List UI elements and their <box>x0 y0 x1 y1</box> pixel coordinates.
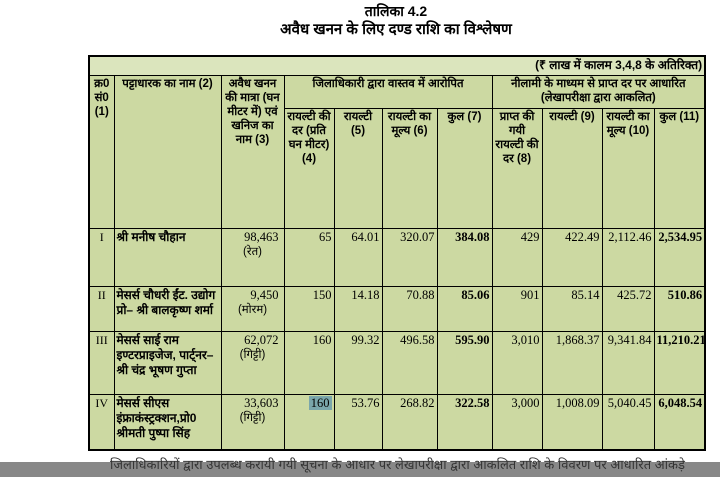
row2-royalty-value-6: 70.88 <box>382 286 437 331</box>
row4-total-11: 6,048.54 <box>654 394 705 450</box>
row3-received-rate-8: 3,010 <box>492 331 542 394</box>
row1-royalty-value-6: 320.07 <box>382 228 437 286</box>
row3-royalty-5: 99.32 <box>334 331 382 394</box>
unit-note: (₹ लाख में कालम 3,4,8 के अतिरिक्त) <box>89 56 705 75</box>
row3-quantity-mineral <box>221 331 284 394</box>
col-header-royalty-value-6: रायल्टी का मूल्य (6) <box>382 108 437 228</box>
row3-mineral: (गिट्टी) <box>239 348 266 361</box>
row2-quantity: 9,450 <box>250 287 279 302</box>
row1-royalty-9: 422.49 <box>542 228 602 286</box>
row2-serial: II <box>89 286 114 331</box>
row4-quantity-mineral <box>221 394 284 450</box>
row2-total-7: 85.06 <box>437 286 492 331</box>
row1-serial: I <box>89 228 114 286</box>
table-row <box>89 331 705 394</box>
table-row <box>89 394 705 450</box>
row2-received-rate-8: 901 <box>492 286 542 331</box>
table-title-block <box>88 2 704 39</box>
row2-royalty-5: 14.18 <box>334 286 382 331</box>
row2-royalty-rate-4: 150 <box>284 286 334 331</box>
table-row <box>89 228 705 286</box>
row1-mineral: (रेत) <box>243 245 262 258</box>
row4-quantity: 33,603 <box>244 395 279 410</box>
row1-leaseholder-name: श्री मनीष चौहान <box>114 228 221 286</box>
col-header-total-11: कुल (11) <box>654 108 705 228</box>
highlighted-selection[interactable]: 160 <box>310 395 330 410</box>
row1-quantity: 98,463 <box>244 229 279 244</box>
row4-royalty-5: 53.76 <box>334 394 382 450</box>
col-header-royalty-5: रायल्टी (5) <box>334 108 382 228</box>
col-header-royalty-rate-4: रायल्टी की दर (प्रति घन मीटर) (4) <box>284 108 334 228</box>
row2-royalty-value-10: 425.72 <box>602 286 654 331</box>
col-header-received-rate-8: प्राप्त की गयी रायल्टी की दर (8) <box>492 108 542 228</box>
group-header-auction-based: नीलामी के माध्यम से प्राप्त दर पर आधारित (लेखापरीक्षा द्वारा आकलित) <box>492 75 705 108</box>
col-header-royalty-value-10: रायल्टी का मूल्य (10) <box>602 108 654 228</box>
row1-royalty-5: 64.01 <box>334 228 382 286</box>
row3-royalty-value-6: 496.58 <box>382 331 437 394</box>
col-header-leaseholder-name: पट्टाधारक का नाम (2) <box>114 75 221 228</box>
col-header-total-7: कुल (7) <box>437 108 492 228</box>
row1-received-rate-8: 429 <box>492 228 542 286</box>
col-header-royalty-9: रायल्टी (9) <box>542 108 602 228</box>
row3-serial: III <box>89 331 114 394</box>
footnote-clipped: जिलाधिकारियों द्वारा उपलब्ध करायी गयी सूचना के आधार पर लेखापरीक्षा द्वारा आकलित राशि के विवरण पर आधारित आंकड़े <box>110 457 685 472</box>
col-header-serial: क्र0 सं0 (1) <box>89 75 114 228</box>
row4-serial: IV <box>89 394 114 450</box>
row4-leaseholder-name: मेसर्स सीएस इंफ्राकंस्ट्रक्शन,प्रो0 श्रीमती पुष्पा सिंह <box>114 394 221 450</box>
row2-royalty-9: 85.14 <box>542 286 602 331</box>
row3-total-7: 595.90 <box>437 331 492 394</box>
row2-quantity-mineral <box>221 286 284 331</box>
row3-royalty-9: 1,868.37 <box>542 331 602 394</box>
row4-royalty-value-6: 268.82 <box>382 394 437 450</box>
row3-royalty-value-10: 9,341.84 <box>602 331 654 394</box>
row3-royalty-rate-4: 160 <box>284 331 334 394</box>
row2-mineral: (मोरम) <box>237 303 268 316</box>
row2-leaseholder-name: मेसर्स चौधरी ईंट. उद्योग प्रो– श्री बालकृष्ण शर्मा <box>114 286 221 331</box>
row3-leaseholder-name: मेसर्स साई राम इण्टरप्राइजेज, पार्ट्नर–श्री चंद्र भूषण गुप्ता <box>114 331 221 394</box>
row1-quantity-mineral <box>221 228 284 286</box>
row4-royalty-9: 1,008.09 <box>542 394 602 450</box>
penalty-analysis-table <box>88 55 706 451</box>
row4-total-7: 322.58 <box>437 394 492 450</box>
row3-total-11: 11,210.21 <box>654 331 705 394</box>
table-row <box>89 286 705 331</box>
table-subtitle: अवैध खनन के लिए दण्ड राशि का विश्लेषण <box>280 21 512 38</box>
row4-mineral: (गिट्टी) <box>239 411 266 424</box>
row3-quantity: 62,072 <box>244 332 279 347</box>
row4-received-rate-8: 3,000 <box>492 394 542 450</box>
row4-royalty-value-10: 5,040.45 <box>602 394 654 450</box>
row4-royalty-rate-4 <box>284 394 334 450</box>
row2-total-11: 510.86 <box>654 286 705 331</box>
col-header-quantity-mineral: अवैध खनन की मात्रा (घन मीटर में) एवं खनिज का नाम (3) <box>221 75 284 228</box>
row1-royalty-value-10: 2,112.46 <box>602 228 654 286</box>
row1-royalty-rate-4: 65 <box>284 228 334 286</box>
group-header-imposed-by-dm: जिलाधिकारी द्वारा वास्तव में आरोपित <box>284 75 492 108</box>
row1-total-7: 384.08 <box>437 228 492 286</box>
table-number-title: तालिका 4.2 <box>364 3 428 19</box>
row1-total-11: 2,534.95 <box>654 228 705 286</box>
